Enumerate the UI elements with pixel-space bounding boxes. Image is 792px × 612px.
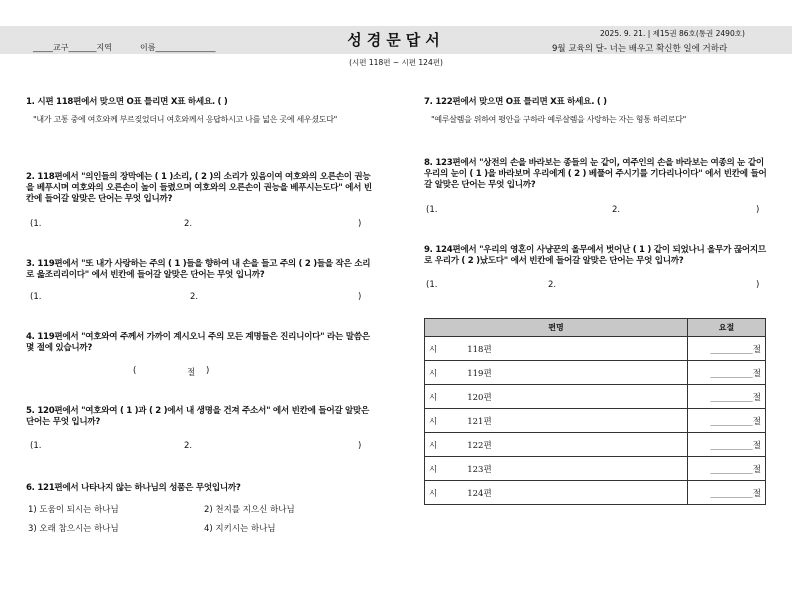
chapter-cell (425, 361, 688, 385)
question-title: 7. 122편에서 맞으면 O표 틀리면 X표 하세요. ( ) (424, 97, 607, 107)
question-4 (26, 332, 374, 354)
verse-cell[interactable]: __________절 (688, 481, 766, 505)
option-4[interactable]: 4) 지키시는 하나님 (204, 524, 276, 534)
prefix: 시 (429, 440, 438, 451)
prefix: 시 (429, 344, 438, 355)
chapter: 120편 (467, 392, 492, 403)
answer-close: ) (358, 219, 362, 229)
option-3[interactable]: 3) 오래 참으시는 하나님 (28, 524, 119, 534)
memory-verse-table (424, 318, 766, 505)
question-7 (424, 97, 769, 125)
table-row (425, 361, 766, 385)
chapter-cell (425, 481, 688, 505)
table-row (425, 337, 766, 361)
verse-cell[interactable]: __________절 (688, 409, 766, 433)
header (0, 0, 792, 67)
prefix: 시 (429, 416, 438, 427)
chapter-cell (425, 337, 688, 361)
answer-blank-1[interactable]: (1. (30, 441, 42, 451)
answer-blank-1[interactable]: (1. (426, 205, 438, 215)
table-row (425, 385, 766, 409)
chapter-cell (425, 457, 688, 481)
chapter: 119편 (467, 368, 492, 379)
chapter-range: (시편 118편 ~ 시편 124편) (349, 58, 443, 67)
answer-blank-2[interactable]: 2. (190, 292, 199, 302)
verse-cell[interactable]: __________절 (688, 433, 766, 457)
answer-close: ) (206, 366, 210, 376)
answer-blank-2[interactable]: 2. (548, 280, 557, 290)
answer-blank-2[interactable]: 2. (612, 205, 621, 215)
table-row (425, 433, 766, 457)
answer-blank-1[interactable]: ( (133, 366, 137, 376)
answer-blank-2[interactable]: 2. (184, 441, 193, 451)
page-title: 성경문답서 (347, 31, 445, 49)
chapter: 122편 (467, 440, 492, 451)
verse-cell[interactable]: __________절 (688, 337, 766, 361)
prefix: 시 (429, 464, 438, 475)
question-2 (26, 172, 374, 205)
chapter-cell (425, 409, 688, 433)
answer-blank-1[interactable]: (1. (30, 219, 42, 229)
question-title: 6. 121편에서 나타나지 않는 하나님의 성품은 무엇입니까? (26, 483, 241, 493)
question-title: 4. 119편에서 "여호와여 주께서 가까이 계시오니 주의 모든 계명들은 진리니이다" 라는 말씀은 몇 절에 있습니까? (26, 332, 370, 353)
monthly-theme: 9월 교육의 달- 너는 배우고 확신한 일에 거하라 (552, 44, 728, 54)
chapter: 123편 (467, 464, 492, 475)
question-title: 1. 시편 118편에서 맞으면 O표 틀리면 X표 하세요. ( ) (26, 97, 228, 107)
question-quote: "예루살렘을 위하여 평안을 구하라 예루살렘을 사랑하는 자는 형통 하리로다" (431, 115, 686, 124)
answer-blank-1[interactable]: (1. (30, 292, 42, 302)
option-2[interactable]: 2) 천지를 지으신 하나님 (204, 505, 295, 515)
question-title: 5. 120편에서 "여호와여 ( 1 )과 ( 2 )에서 내 생명을 건져 주소서" 에서 빈칸에 들어갈 알맞은 단어는 무엇 입니까? (26, 406, 370, 427)
answer-close: ) (358, 441, 362, 451)
answer-blank-1[interactable]: (1. (426, 280, 438, 290)
table-row (425, 409, 766, 433)
answer-close: ) (358, 292, 362, 302)
chapter-cell (425, 433, 688, 457)
chapter-cell (425, 385, 688, 409)
header-chapter: 편명 (425, 319, 688, 337)
table-row (425, 457, 766, 481)
church-field[interactable]: _____교구_______지역 (33, 43, 112, 52)
question-title: 9. 124편에서 "우리의 영혼이 사냥꾼의 올무에서 벗어난 ( 1 ) 같이 되었나니 올무가 끊어지므로 우리가 ( 2 )났도다" 에서 빈칸에 들어갈 알맞은 단어는 무엇 입니까? (424, 245, 766, 266)
question-1 (26, 97, 376, 125)
header-verse: 요절 (688, 319, 766, 337)
question-title: 2. 118편에서 "의인들의 장막에는 ( 1 )소리, ( 2 )의 소리가 있음이여 여호와의 오른손이 권능을 베푸시며 여호와의 오른손이 높이 들렸으며 여호와의 오른손이 권능을 베푸시는도다" 에서 빈칸에 들어갈 알맞은 단어는 무엇 입니까? (26, 172, 372, 204)
question-6 (26, 483, 374, 494)
chapter: 124편 (467, 488, 492, 499)
chapter: 121편 (467, 416, 492, 427)
verse-cell[interactable]: __________절 (688, 385, 766, 409)
prefix: 시 (429, 368, 438, 379)
question-title: 8. 123편에서 "상전의 손을 바라보는 종들의 눈 같이, 여주인의 손을 바라보는 여종의 눈 같이 우리의 눈이 ( 1 )을 바라보며 우리에게 ( 2 ) 베풀어 주시기를 기다리나이다" 에서 빈칸에 들어갈 알맞은 단어는 무엇 입니까? (424, 158, 767, 190)
answer-blank-2[interactable]: 2. (184, 219, 193, 229)
question-title: 3. 119편에서 "또 내가 사랑하는 주의 ( 1 )들을 향하여 내 손을 들고 주의 ( 2 )들을 작은 소리로 읊조리리이다" 에서 빈칸에 들어갈 알맞은 단어는 무엇 입니까? (26, 259, 371, 280)
verse-label: 절 (187, 368, 196, 378)
chapter: 118편 (467, 344, 492, 355)
name-field[interactable]: 이름_______________ (140, 43, 216, 52)
prefix: 시 (429, 392, 438, 403)
verse-cell[interactable]: __________절 (688, 361, 766, 385)
issue-info: 2025. 9. 21. | 제15권 86호(통권 2490호) (600, 29, 745, 38)
question-5 (26, 406, 374, 428)
prefix: 시 (429, 488, 438, 499)
answer-close: ) (756, 280, 760, 290)
question-9 (424, 245, 769, 267)
verse-cell[interactable]: __________절 (688, 457, 766, 481)
option-1[interactable]: 1) 도움이 되시는 하나님 (28, 505, 119, 515)
table-row (425, 481, 766, 505)
question-8 (424, 158, 769, 191)
answer-close: ) (756, 205, 760, 215)
question-quote: "내가 고통 중에 여호와께 부르짖었더니 여호와께서 응답하시고 나를 넓은 곳에 세우셨도다" (33, 115, 338, 124)
question-3 (26, 259, 374, 281)
